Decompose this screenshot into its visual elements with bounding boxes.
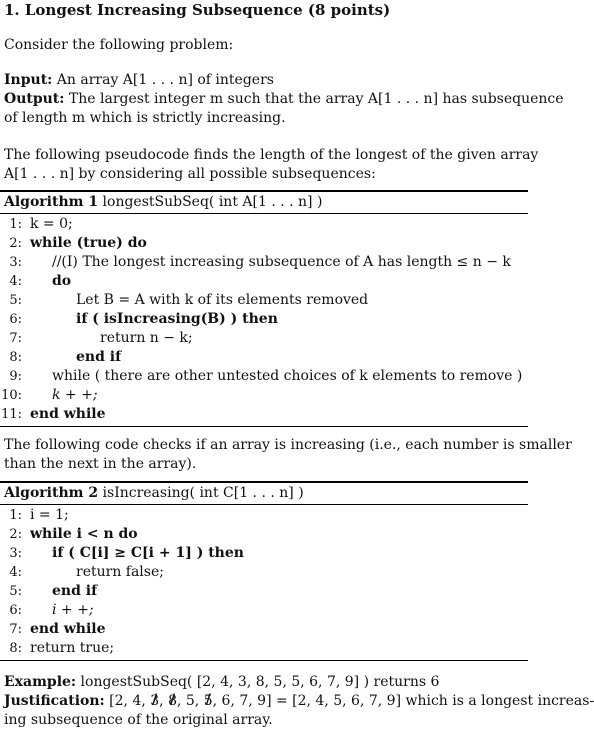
code-text: return n − k; xyxy=(100,330,193,346)
algo2-line xyxy=(0,563,164,582)
algo2-signature: isIncreasing( int C[1 . . . n] ) xyxy=(102,485,304,501)
example-label: Example: xyxy=(4,674,77,690)
example-line xyxy=(4,673,439,692)
algo2-header-rule xyxy=(0,504,528,505)
code-text: return false; xyxy=(76,564,164,580)
algo1-line xyxy=(0,348,121,367)
code-text: end while xyxy=(30,406,106,422)
line-number: 4: xyxy=(9,565,22,580)
algo1-line xyxy=(0,291,368,310)
algo2-line xyxy=(0,544,244,563)
algo1-line xyxy=(0,310,278,329)
code-text: while i < n do xyxy=(30,526,138,542)
code-text: k + +; xyxy=(52,387,98,403)
algo1-signature: longestSubSeq( int A[1 . . . n] ) xyxy=(102,194,323,210)
algo2-label: Algorithm 2 xyxy=(4,485,99,501)
paragraph-2-line-1: The following code checks if an array is increasing (i.e., each number is smaller xyxy=(4,437,572,453)
line-number: 3: xyxy=(9,255,22,270)
section-title: 1. Longest Increasing Subsequence (8 points) xyxy=(4,1,391,19)
input-line xyxy=(4,71,274,90)
algo1-line xyxy=(0,367,522,386)
line-number: 8: xyxy=(9,641,22,656)
algo2-top-rule xyxy=(0,481,528,483)
justification-seq-open: [2, 4, xyxy=(109,693,151,709)
code-text: do xyxy=(52,273,72,289)
algo2-header xyxy=(4,484,304,503)
line-number: 3: xyxy=(9,546,22,561)
line-number: 11: xyxy=(1,407,22,422)
code-text: end if xyxy=(52,583,98,599)
input-text: An array A[1 . . . n] of integers xyxy=(56,72,274,88)
line-number: 6: xyxy=(9,312,22,327)
example-text: longestSubSeq( [2, 4, 3, 8, 5, 5, 6, 7, 9] ) returns 6 xyxy=(80,674,440,690)
code-text: if ( C[i] ≥ C[i + 1] ) then xyxy=(52,545,244,561)
line-number: 10: xyxy=(1,388,22,403)
algo2-line xyxy=(0,620,106,639)
line-number: 1: xyxy=(9,508,22,523)
code-text: if ( isIncreasing(B) ) then xyxy=(76,311,278,327)
justification-seq-close: , 6, 7, 9] = [2, 4, 5, 6, 7, 9] which is a longest increas- xyxy=(212,693,594,709)
struck-value: 5 / xyxy=(204,692,213,711)
line-number: 7: xyxy=(9,331,22,346)
code-text: i = 1; xyxy=(30,507,69,523)
algo1-header-rule xyxy=(0,213,528,214)
algo1-line xyxy=(0,272,71,291)
output-line xyxy=(4,90,564,109)
line-number: 5: xyxy=(9,584,22,599)
line-number: 8: xyxy=(9,350,22,365)
line-number: 2: xyxy=(9,527,22,542)
algo2-line xyxy=(0,506,69,525)
line-number: 1: xyxy=(9,217,22,232)
paragraph-1-line-2: A[1 . . . n] by considering all possible subsequences: xyxy=(4,166,376,182)
algo2-line xyxy=(0,525,138,544)
algo1-line xyxy=(0,386,98,405)
algo1-label: Algorithm 1 xyxy=(4,194,99,210)
algo2-bottom-rule xyxy=(0,660,528,661)
justification-line: Justification: [2, 4, 3 /, 8 /, 5, 5 /, 6, 7, 9] = [2, 4, 5, 6, 7, 9] which is a longest increas- xyxy=(4,692,594,711)
algo1-top-rule xyxy=(0,190,528,192)
line-number: 2: xyxy=(9,236,22,251)
algo2-line xyxy=(0,601,94,620)
code-text: end while xyxy=(30,621,106,637)
justification-label: Justification: xyxy=(4,693,105,709)
line-number: 6: xyxy=(9,603,22,618)
algo1-line xyxy=(0,253,511,272)
algo2-line xyxy=(0,639,114,658)
code-text: while ( there are other untested choices of k elements to remove ) xyxy=(52,368,523,384)
algo1-line xyxy=(0,215,73,234)
algo1-header xyxy=(4,193,322,212)
output-label: Output: xyxy=(4,91,65,107)
code-text: end if xyxy=(76,349,122,365)
justification-mid: , 5, xyxy=(177,693,204,709)
line-number: 5: xyxy=(9,293,22,308)
algo1-line xyxy=(0,329,193,348)
code-text: i + +; xyxy=(52,602,94,618)
intro-text: Consider the following problem: xyxy=(4,37,234,53)
struck-value: 8 / xyxy=(168,692,177,711)
output-text-cont: of length m which is strictly increasing. xyxy=(4,110,286,126)
algo2-line xyxy=(0,582,97,601)
input-label: Input: xyxy=(4,72,53,88)
output-text: The largest integer m such that the array A[1 . . . n] has subsequence xyxy=(68,91,564,107)
code-text: k = 0; xyxy=(30,216,73,232)
code-text: while (true) do xyxy=(30,235,147,251)
algo1-line xyxy=(0,234,147,253)
justification-line-2: ing subsequence of the original array. xyxy=(4,712,273,728)
line-number: 7: xyxy=(9,622,22,637)
line-number: 4: xyxy=(9,274,22,289)
struck-value: 3 / xyxy=(150,692,159,711)
code-text: return true; xyxy=(30,640,115,656)
paragraph-2-line-2: than the next in the array). xyxy=(4,456,197,472)
algo1-bottom-rule xyxy=(0,426,528,427)
line-number: 9: xyxy=(9,369,22,384)
code-text: Let B = A with k of its elements removed xyxy=(76,292,369,308)
paragraph-1-line-1: The following pseudocode finds the length of the longest of the given array xyxy=(4,147,539,163)
algo1-line xyxy=(0,405,106,424)
code-text: //(I) The longest increasing subsequence of A has length ≤ n − k xyxy=(52,254,511,270)
